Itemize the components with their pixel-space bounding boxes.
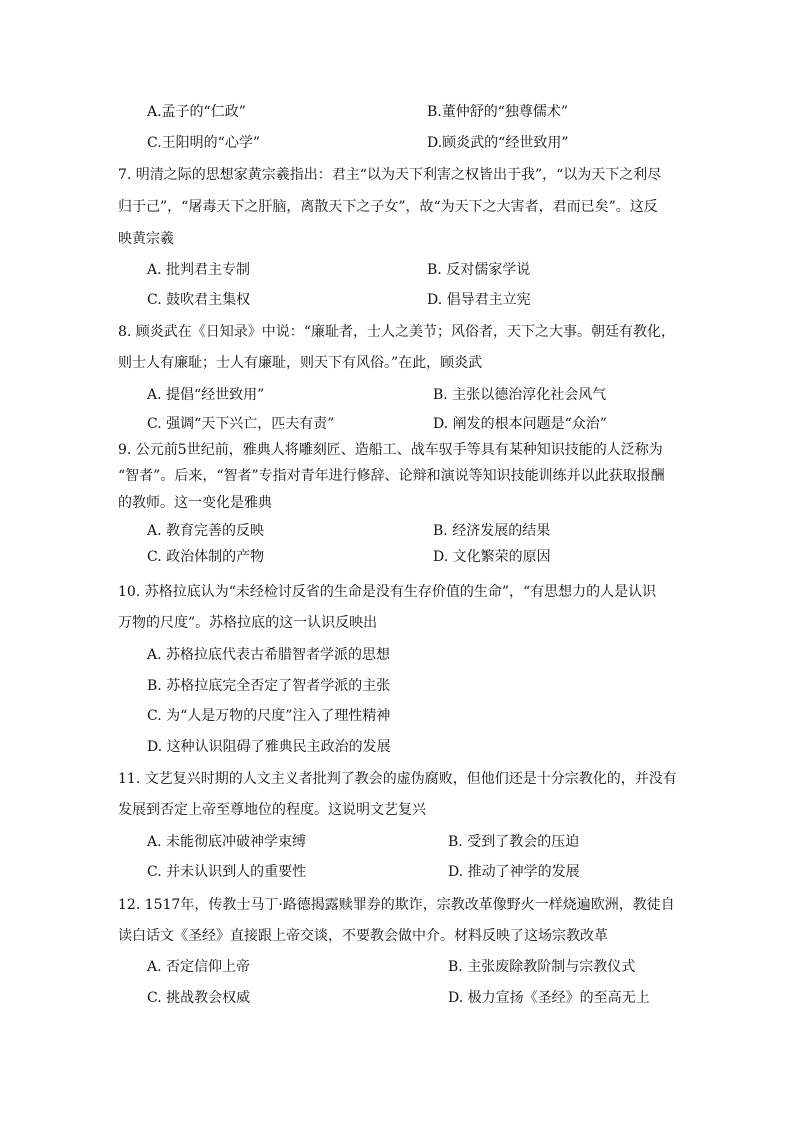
q7-stem-line-3: 映黄宗羲	[118, 231, 174, 247]
q8-stem-line-1: 8. 顾炎武在《日知录》中说：“廉耻者，士人之美节；风俗者，天下之大事。朝廷有教化，	[118, 324, 675, 340]
q7-stem-line-2: 归于己”，“屠毒天下之肝脑，离散天下之子女”，故“为天下之大害者，君而已矣”。这反	[118, 199, 658, 215]
q9-option-b: B. 经济发展的结果	[433, 523, 551, 539]
q10-option-d: D. 这种认识阻碍了雅典民主政治的发展	[147, 739, 391, 755]
q10-option-c: C. 为“人是万物的尺度”注入了理性精神	[147, 708, 391, 724]
q8-option-a: A. 提倡“经世致用”	[147, 387, 265, 403]
q7-stem-line-1: 7. 明清之际的思想家黄宗羲指出：君主“以为天下利害之权皆出于我”，“以为天下之利尽	[118, 167, 662, 183]
q7-option-c: C. 鼓吹君主集权	[147, 292, 251, 308]
q8-option-c: C. 强调“天下兴亡，匹夫有责”	[147, 416, 335, 432]
q7-option-a: A. 批判君主专制	[147, 262, 251, 278]
q10-stem-line-1: 10. 苏格拉底认为“未经检讨反省的生命是没有生存价值的生命”，“有思想力的人是认识	[118, 584, 657, 600]
q8-option-d: D. 阐发的根本问题是“众治”	[433, 416, 607, 432]
q9-option-c: C. 政治体制的产物	[147, 549, 265, 565]
q9-stem-line-3: 的教师。这一变化是雅典	[118, 495, 272, 511]
q11-stem-line-2: 发展到否定上帝至尊地位的程度。这说明文艺复兴	[118, 802, 426, 818]
q9-option-d: D. 文化繁荣的原因	[433, 549, 551, 565]
q9-stem-line-1: 9. 公元前5世纪前，雅典人将雕刻匠、造船工、战车驭手等具有某种知识技能的人泛称为	[118, 442, 663, 458]
q10-option-b: B. 苏格拉底完全否定了智者学派的主张	[147, 678, 391, 694]
q10-option-a: A. 苏格拉底代表古希腊智者学派的思想	[147, 647, 391, 663]
q12-option-d: D. 极力宣扬《圣经》的至高无上	[448, 990, 650, 1006]
q8-stem-line-2: 则士人有廉耻；士人有廉耻，则天下有风俗。”在此，顾炎武	[118, 355, 483, 371]
q11-option-b: B. 受到了教会的压迫	[448, 834, 580, 850]
q7-option-b: B. 反对儒家学说	[427, 262, 531, 278]
q11-option-d: D. 推动了神学的发展	[448, 864, 580, 880]
q7-option-d: D. 倡导君主立宪	[427, 292, 531, 308]
q6-option-a: A.孟子的“仁政”	[147, 104, 246, 120]
q6-option-b: B.董仲舒的“独尊儒术”	[427, 104, 569, 120]
q12-option-b: B. 主张废除教阶制与宗教仪式	[448, 959, 636, 975]
q11-option-a: A. 未能彻底冲破神学束缚	[147, 834, 307, 850]
q12-stem-line-2: 读白话文《圣经》直接跟上帝交谈，不要教会做中介。材料反映了这场宗教改革	[118, 928, 608, 944]
q6-option-c: C.王阳明的“心学”	[147, 135, 260, 151]
q9-option-a: A. 教育完善的反映	[147, 523, 265, 539]
q11-stem-line-1: 11. 文艺复兴时期的人文主义者批判了教会的虚伪腐败，但他们还是十分宗教化的，并没有	[118, 771, 677, 787]
q11-option-c: C. 并未认识到人的重要性	[147, 864, 307, 880]
q10-stem-line-2: 万物的尺度”。苏格拉底的这一认识反映出	[118, 615, 378, 631]
q12-option-a: A. 否定信仰上帝	[147, 959, 251, 975]
q9-stem-line-2: “智者”。后来，“智者”专指对青年进行修辞、论辩和演说等知识技能训练并以此获取报酬	[118, 468, 665, 484]
q8-option-b: B. 主张以德治淳化社会风气	[433, 387, 607, 403]
q6-option-d: D.顾炎武的“经世致用”	[427, 135, 569, 151]
q12-stem-line-1: 12. 1517年，传教士马丁·路德揭露赎罪券的欺诈，宗教改革像野火一样烧遍欧洲，教徒自	[118, 897, 675, 913]
q12-option-c: C. 挑战教会权威	[147, 990, 251, 1006]
